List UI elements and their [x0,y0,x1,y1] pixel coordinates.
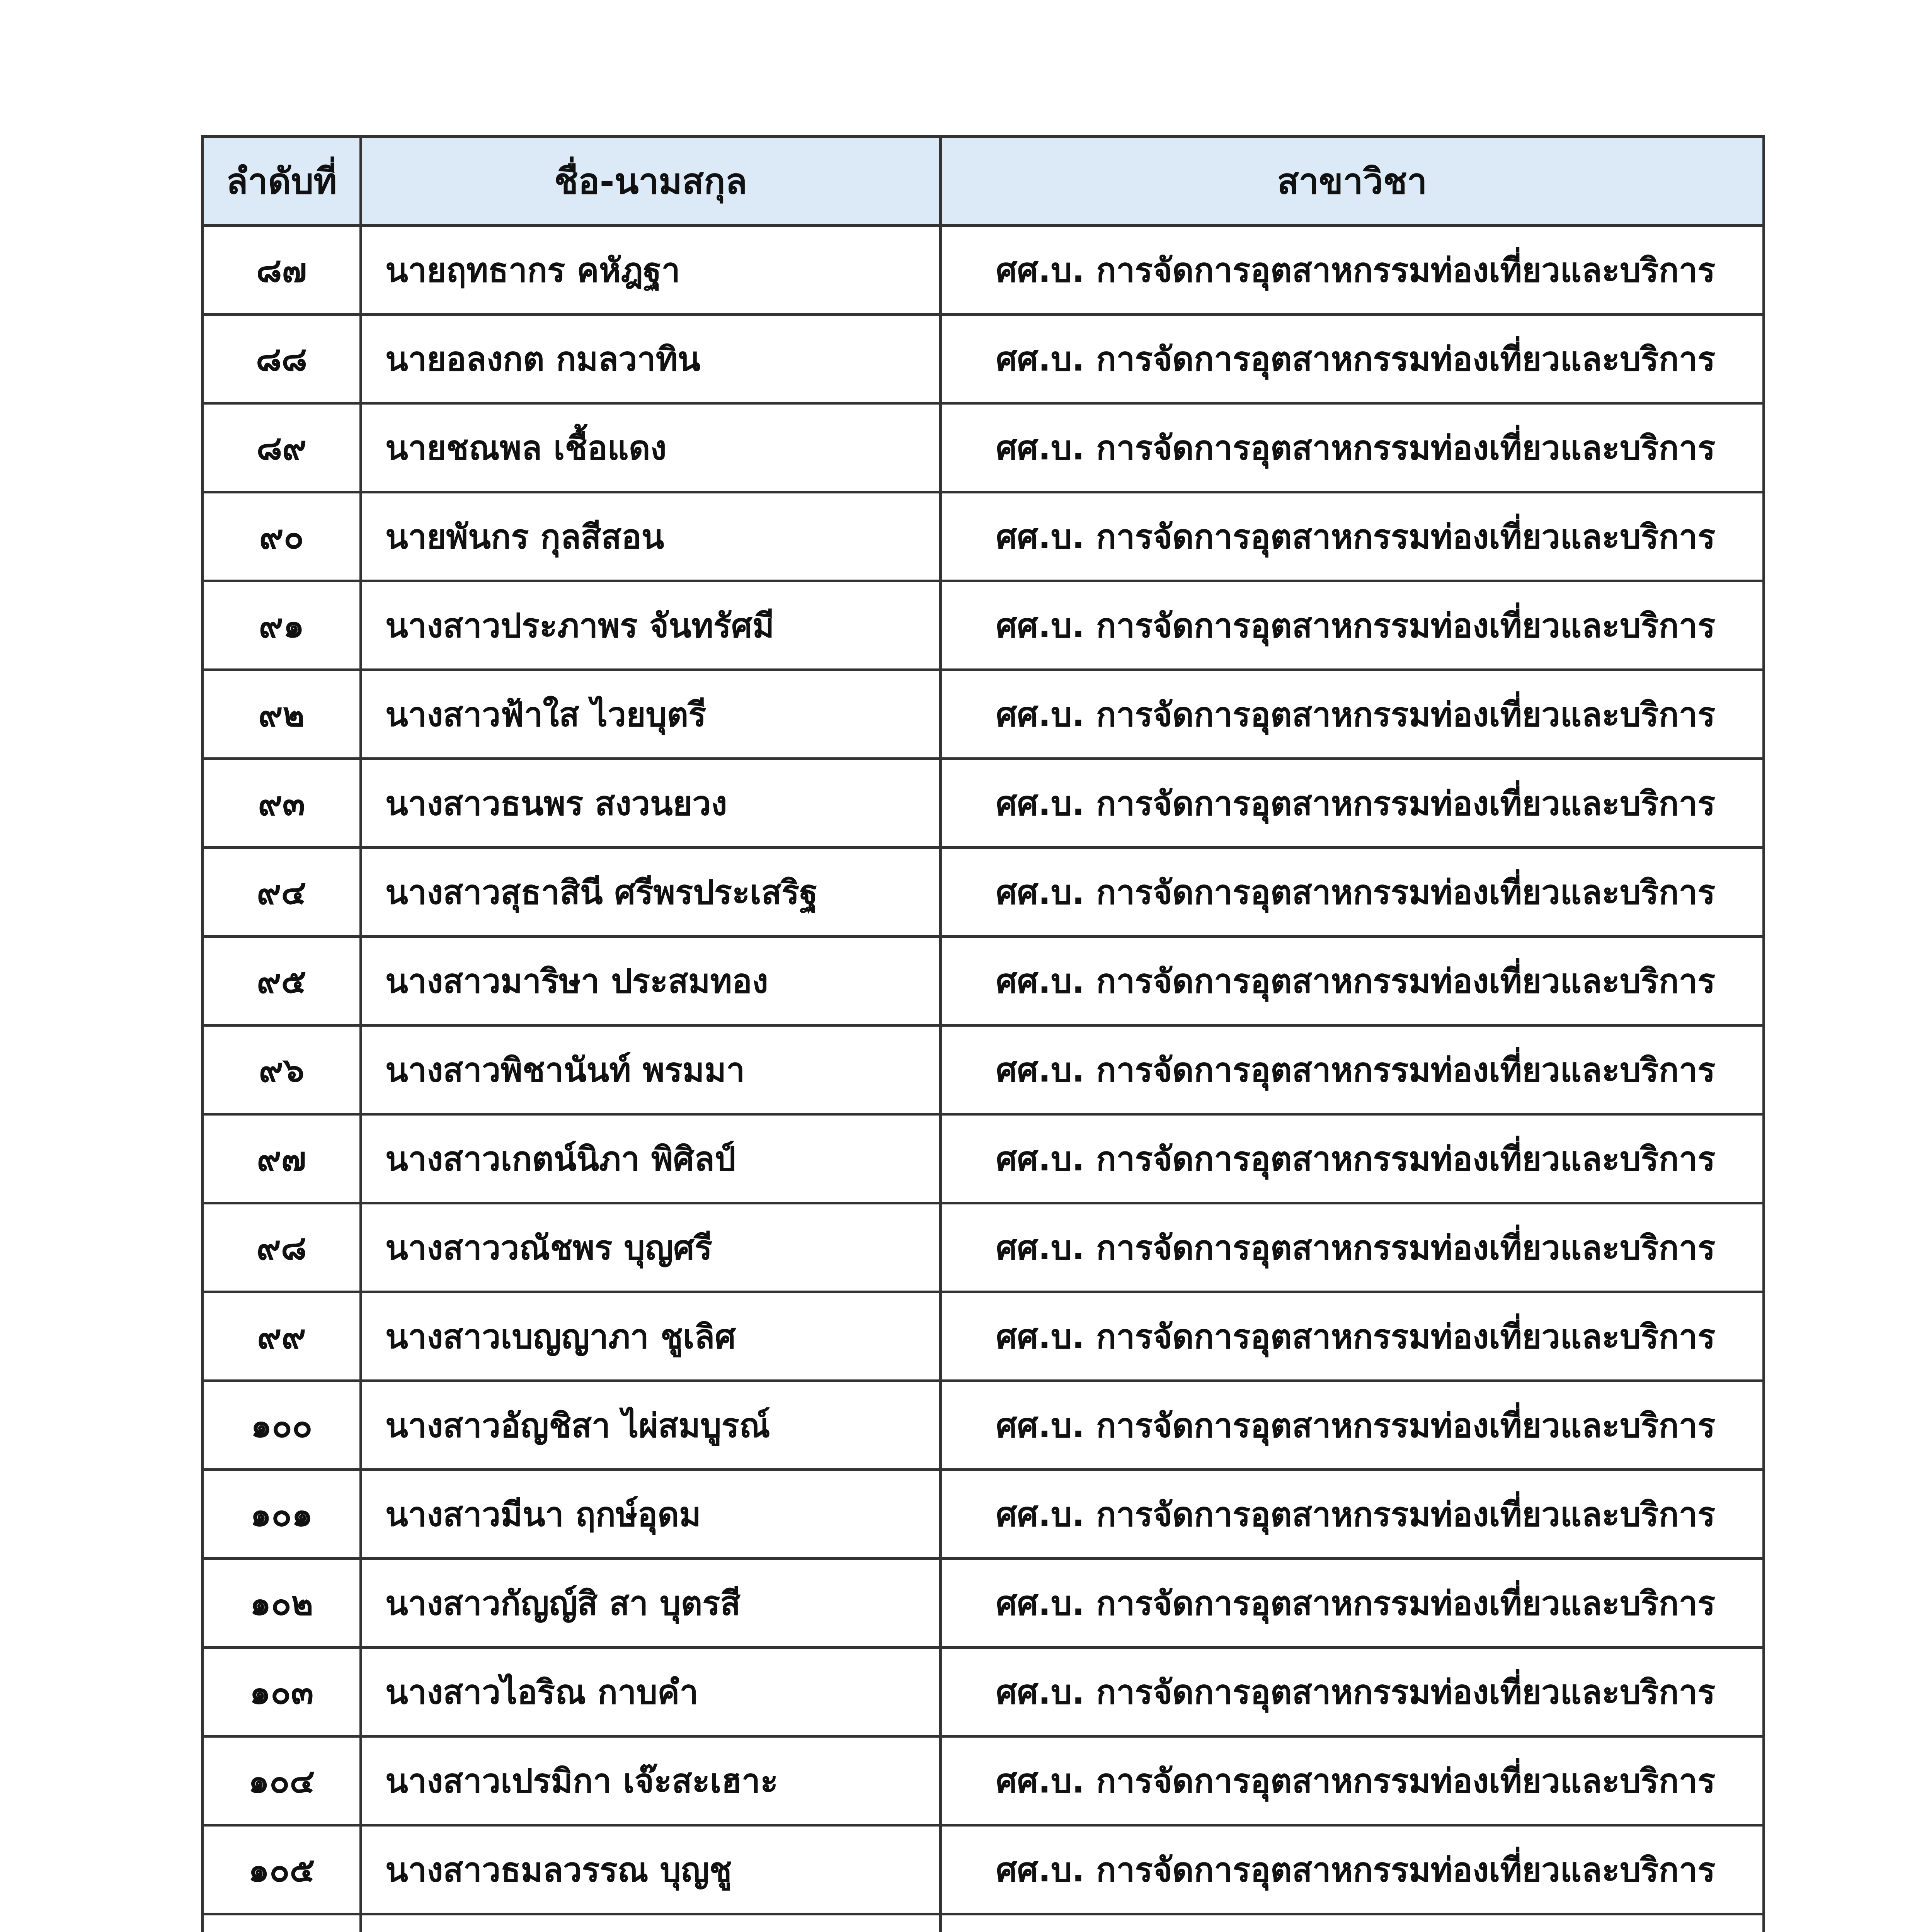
table-row [203,1559,1764,1648]
row-number: ๙๙ [203,1292,361,1381]
major-name: ศศ.บ. การจัดการอุตสาหกรรมท่องเที่ยวและบริการ [941,848,1764,937]
header-major: สาขาวิชา [941,137,1764,226]
row-number: ๙๘ [203,1203,361,1292]
row-number: ๙๗ [203,1114,361,1203]
row-number: ๙๕ [203,937,361,1026]
row-number: ๙๖ [203,1026,361,1114]
table-row [203,1114,1764,1203]
table-row [203,1381,1764,1470]
table-row [203,1648,1764,1736]
table-row [203,670,1764,759]
student-name: นางสาวมีนา ฤกษ์อุดม [361,1470,941,1559]
major-name: ศศ.บ. การจัดการอุตสาหกรรมท่องเที่ยวและบริการ [941,1203,1764,1292]
student-name: นางสาววณัชพร บุญศรี [361,1203,941,1292]
student-name: นางสาวเกตน์นิภา พิศิลป์ [361,1114,941,1203]
major-name: ศศ.บ. การจัดการอุตสาหกรรมท่องเที่ยวและบริการ [941,226,1764,315]
row-number: ๙๔ [203,848,361,937]
table-row [203,848,1764,937]
student-name: นางสาวกัญญ์สิ สา บุตรสี [361,1559,941,1648]
row-number: ๑๐๐ [203,1381,361,1470]
student-name: นางสาวเปรมิกา เจ๊ะสะเฮาะ [361,1736,941,1825]
student-name: นายฤทธากร คหัฎฐา [361,226,941,315]
row-number: ๘๗ [203,226,361,315]
student-name: นายพันกร กุลสีสอน [361,492,941,581]
major-name: ศศ.บ. การจัดการอุตสาหกรรมท่องเที่ยวและบริการ [941,403,1764,492]
table-row [203,226,1764,315]
major-name: ศศ.บ. การจัดการอุตสาหกรรมท่องเที่ยวและบริการ [941,315,1764,403]
student-name: นางสาวประภาพร จันทรัศมี [361,581,941,670]
major-name: ศศ.บ. การจัดการอุตสาหกรรมท่องเที่ยวและบริการ [941,1026,1764,1114]
student-name [361,1914,941,1932]
header-no: ลำดับที่ [203,137,361,226]
table-header [203,137,1764,226]
student-name: นางสาวธนพร สงวนยวง [361,759,941,848]
student-name: นางสาวอัญชิสา ไผ่สมบูรณ์ [361,1381,941,1470]
table-row [203,315,1764,403]
row-number: ๑๐๕ [203,1825,361,1914]
major-name: ศศ.บ. การจัดการอุตสาหกรรมท่องเที่ยวและบริการ [941,937,1764,1026]
table-row [203,1470,1764,1559]
table-row [203,1292,1764,1381]
student-name: นางสาวสุธาสินี ศรีพรประเสริฐ [361,848,941,937]
row-number: ๘๘ [203,315,361,403]
row-number: ๙๒ [203,670,361,759]
student-name: นายอลงกต กมลวาทิน [361,315,941,403]
student-name: นางสาวฟ้าใส ไวยบุตรี [361,670,941,759]
major-name: ศศ.บ. การจัดการอุตสาหกรรมท่องเที่ยวและบริการ [941,1825,1764,1914]
row-number: ๑๐๑ [203,1470,361,1559]
table-row [203,937,1764,1026]
table-row [203,581,1764,670]
major-name: ศศ.บ. การจัดการอุตสาหกรรมท่องเที่ยวและบริการ [941,581,1764,670]
major-name [941,1914,1764,1932]
table-row [203,1736,1764,1825]
major-name: ศศ.บ. การจัดการอุตสาหกรรมท่องเที่ยวและบริการ [941,1559,1764,1648]
table-row [203,1914,1764,1932]
row-number: ๙๐ [203,492,361,581]
major-name: ศศ.บ. การจัดการอุตสาหกรรมท่องเที่ยวและบริการ [941,1736,1764,1825]
student-name: นายชณพล เชื้อแดง [361,403,941,492]
major-name: ศศ.บ. การจัดการอุตสาหกรรมท่องเที่ยวและบริการ [941,759,1764,848]
major-name: ศศ.บ. การจัดการอุตสาหกรรมท่องเที่ยวและบริการ [941,1292,1764,1381]
table-body [203,226,1764,1932]
row-number: ๑๐๓ [203,1648,361,1736]
row-number: ๙๑ [203,581,361,670]
table-row [203,403,1764,492]
table-row [203,492,1764,581]
student-list-table [201,135,1765,1932]
table-row [203,1825,1764,1914]
student-name: นางสาวธมลวรรณ บุญชู [361,1825,941,1914]
student-name: นางสาวเบญญาภา ชูเลิศ [361,1292,941,1381]
student-name: นางสาวมาริษา ประสมทอง [361,937,941,1026]
major-name: ศศ.บ. การจัดการอุตสาหกรรมท่องเที่ยวและบริการ [941,1381,1764,1470]
table-row [203,759,1764,848]
row-number: ๑๐๒ [203,1559,361,1648]
row-number: ๙๓ [203,759,361,848]
header-name: ชื่อ-นามสกุล [361,137,941,226]
student-name: นางสาวพิชานันท์ พรมมา [361,1026,941,1114]
major-name: ศศ.บ. การจัดการอุตสาหกรรมท่องเที่ยวและบริการ [941,1470,1764,1559]
major-name: ศศ.บ. การจัดการอุตสาหกรรมท่องเที่ยวและบริการ [941,492,1764,581]
major-name: ศศ.บ. การจัดการอุตสาหกรรมท่องเที่ยวและบริการ [941,1114,1764,1203]
table-row [203,1026,1764,1114]
student-name: นางสาวไอริณ กาบคำ [361,1648,941,1736]
header-row [203,137,1764,226]
row-number [203,1914,361,1932]
table-row [203,1203,1764,1292]
row-number: ๑๐๔ [203,1736,361,1825]
major-name: ศศ.บ. การจัดการอุตสาหกรรมท่องเที่ยวและบริการ [941,670,1764,759]
major-name: ศศ.บ. การจัดการอุตสาหกรรมท่องเที่ยวและบริการ [941,1648,1764,1736]
row-number: ๘๙ [203,403,361,492]
